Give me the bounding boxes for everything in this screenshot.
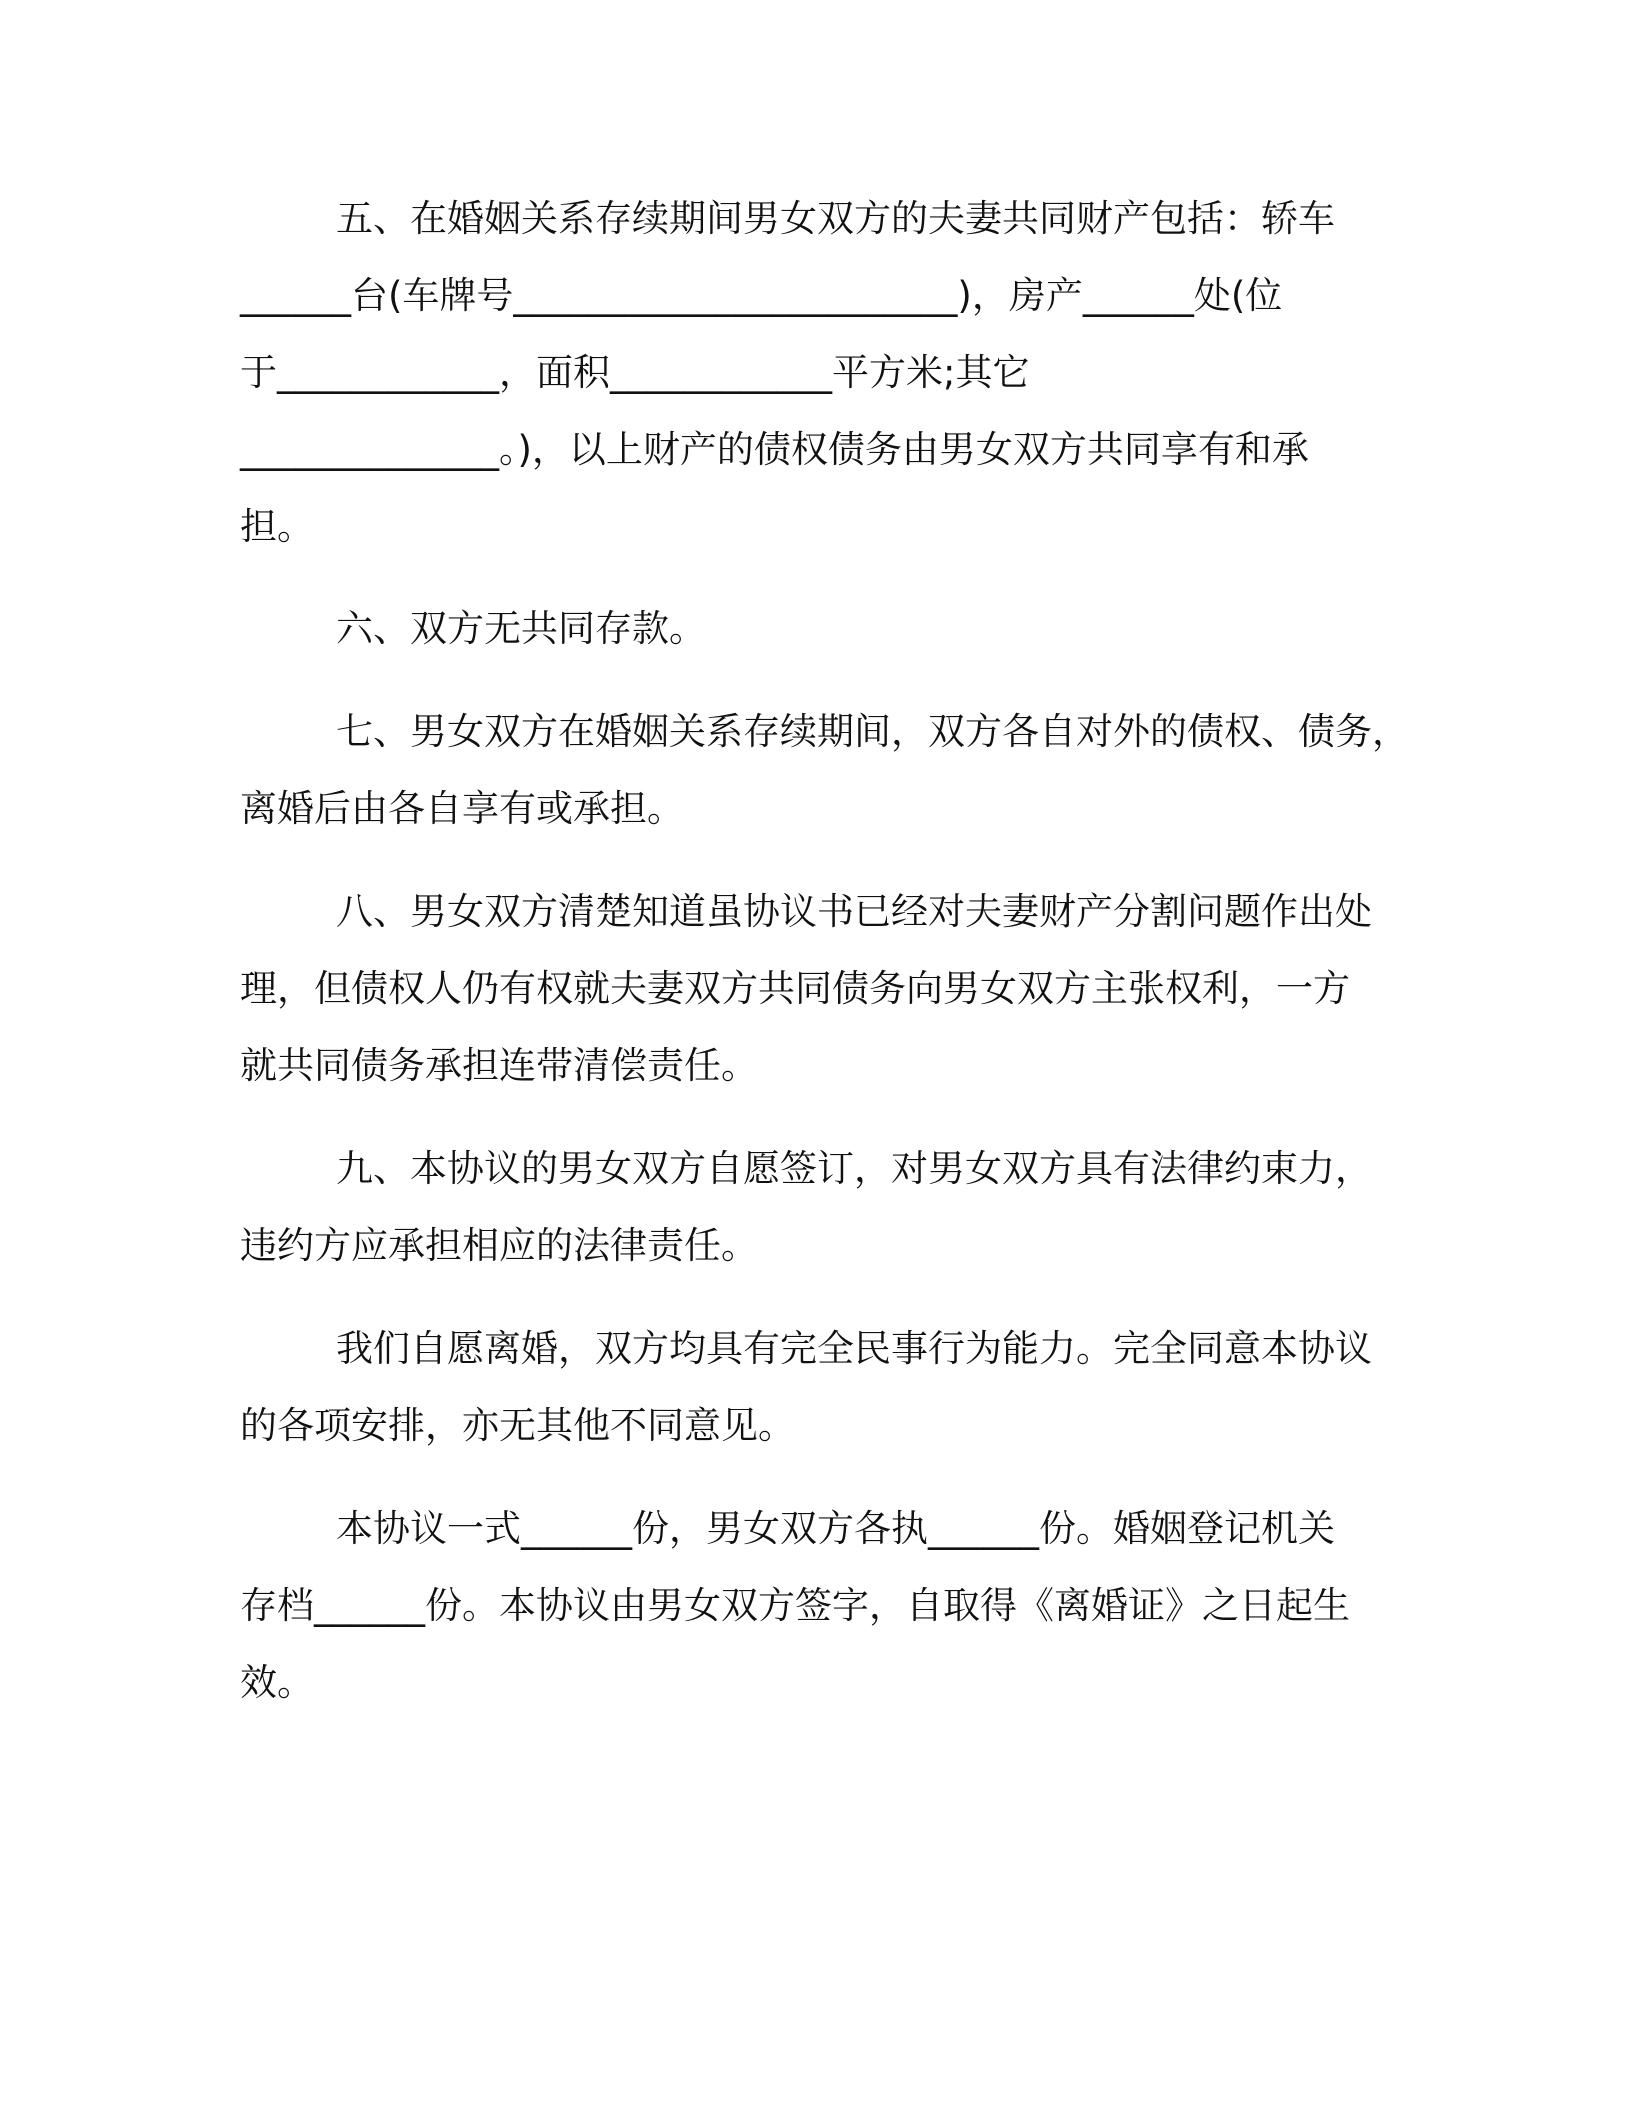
- text-line: 九、本协议的男女双方自愿签订，对男女双方具有法律约束力，: [336, 1147, 1372, 1190]
- text-line: 的各项安排，亦无其他不同意见。: [240, 1404, 795, 1447]
- text-line: ______________。)，以上财产的债权债务由男女双方共同享有和承: [240, 428, 1309, 471]
- text-line: 理，但债权人仍有权就夫妻双方共同债务向男女双方主张权利，一方: [240, 967, 1350, 1010]
- text-line: 存档______份。本协议由男女双方签字，自取得《离婚证》之日起生: [240, 1584, 1350, 1627]
- text-line: 我们自愿离婚，双方均具有完全民事行为能力。完全同意本协议: [336, 1327, 1372, 1370]
- text-line: 本协议一式______份，男女双方各执______份。婚姻登记机关: [336, 1507, 1335, 1550]
- statement-paragraph: [240, 1310, 1450, 1464]
- clause-7-paragraph: [240, 693, 1450, 847]
- clause-6-paragraph: [240, 590, 1450, 667]
- text-line: 违约方应承担相应的法律责任。: [240, 1224, 758, 1267]
- text-line: 效。: [240, 1661, 314, 1704]
- clause-9-paragraph: [240, 1130, 1450, 1284]
- text-line: 六、双方无共同存款。: [336, 607, 706, 650]
- text-line: 七、男女双方在婚姻关系存续期间，双方各自对外的债权、债务，: [336, 710, 1409, 753]
- clause-8-paragraph: [240, 873, 1450, 1104]
- text-line: 就共同债务承担连带清偿责任。: [240, 1044, 758, 1087]
- text-line: 八、男女双方清楚知道虽协议书已经对夫妻财产分割问题作出处: [336, 890, 1372, 933]
- text-line: 五、在婚姻关系存续期间男女双方的夫妻共同财产包括：轿车: [336, 197, 1335, 240]
- copies-paragraph: [240, 1490, 1450, 1721]
- clause-5-paragraph: [240, 180, 1450, 565]
- text-line: 担。: [240, 505, 314, 548]
- text-line: 于____________，面积____________平方米;其它: [240, 351, 1030, 394]
- text-line: 离婚后由各自享有或承担。: [240, 787, 684, 830]
- text-line: ______台(车牌号________________________)，房产______处(位: [240, 274, 1283, 317]
